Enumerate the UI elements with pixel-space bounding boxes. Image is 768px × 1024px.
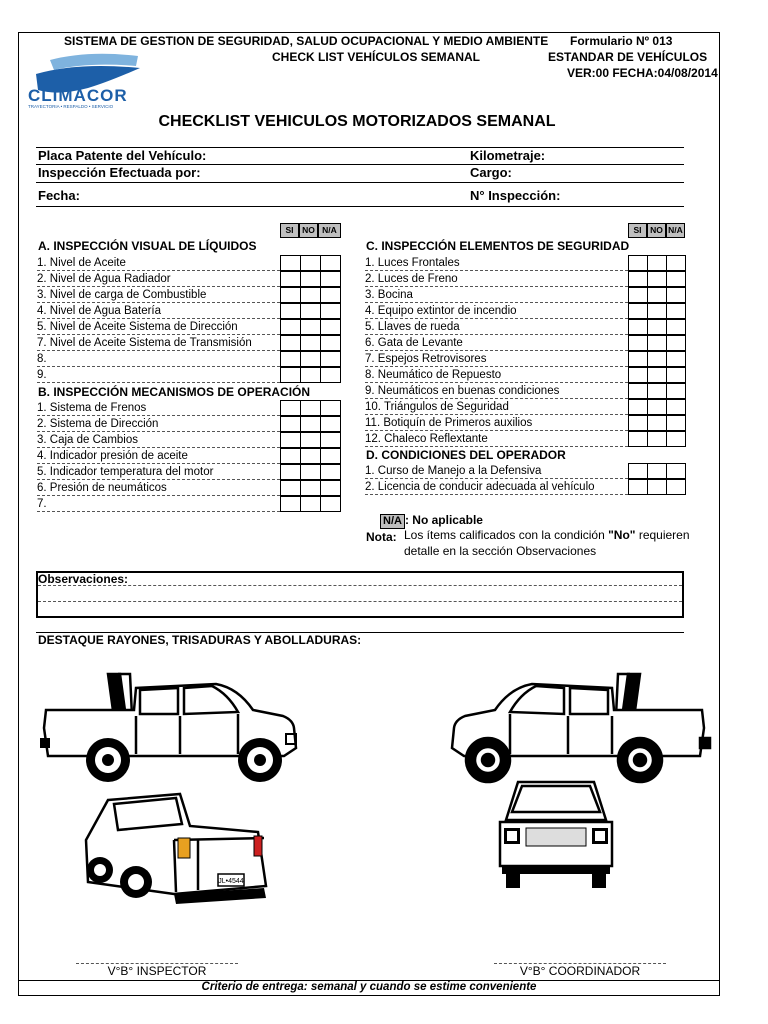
- section-a-item: 7. Nivel de Aceite Sistema de Transmisión: [37, 336, 280, 351]
- checkbox-si[interactable]: [628, 383, 648, 399]
- checkbox-na[interactable]: [666, 351, 686, 367]
- checkbox-si[interactable]: [280, 448, 301, 464]
- checkbox-si[interactable]: [628, 255, 648, 271]
- inspected-by-field[interactable]: Inspección Efectuada por:: [38, 165, 201, 180]
- checkbox-si[interactable]: [280, 432, 301, 448]
- damage-label: DESTAQUE RAYONES, TRISADURAS Y ABOLLADURAS:: [38, 633, 362, 647]
- checkbox-si[interactable]: [628, 399, 648, 415]
- section-a-item: 3. Nivel de carga de Combustible: [37, 288, 280, 303]
- section-d-item: 2. Licencia de conducir adecuada al vehículo: [365, 480, 628, 495]
- section-c-item: 12. Chaleco Reflextante: [365, 432, 628, 447]
- checkbox-no[interactable]: [647, 383, 667, 399]
- checkbox-na[interactable]: [320, 255, 341, 271]
- mileage-field[interactable]: Kilometraje:: [470, 148, 546, 163]
- checkbox-no[interactable]: [300, 464, 321, 480]
- section-a-item: 5. Nivel de Aceite Sistema de Dirección: [37, 320, 280, 335]
- section-b-item: 1. Sistema de Frenos: [37, 401, 280, 416]
- checkbox-na[interactable]: [320, 480, 341, 496]
- checkbox-na[interactable]: [320, 287, 341, 303]
- checkbox-si[interactable]: [280, 271, 301, 287]
- checkbox-na[interactable]: [666, 415, 686, 431]
- checkbox-si[interactable]: [628, 479, 648, 495]
- checkbox-na[interactable]: [320, 496, 341, 512]
- checkbox-na[interactable]: [666, 303, 686, 319]
- checkbox-no[interactable]: [300, 303, 321, 319]
- checkbox-no[interactable]: [300, 400, 321, 416]
- checkbox-si[interactable]: [280, 400, 301, 416]
- section-b-item: 3. Caja de Cambios: [37, 433, 280, 448]
- checkbox-na[interactable]: [320, 319, 341, 335]
- checkbox-no[interactable]: [300, 351, 321, 367]
- checkbox-na[interactable]: [666, 367, 686, 383]
- checkbox-si[interactable]: [280, 335, 301, 351]
- footer-criteria: Criterio de entrega: semanal y cuando se estime conveniente: [201, 981, 537, 993]
- section-c-item: 9. Neumáticos en buenas condiciones: [365, 384, 628, 399]
- checkbox-na[interactable]: [666, 431, 686, 447]
- checkbox-na[interactable]: [666, 383, 686, 399]
- checkbox-si[interactable]: [280, 496, 301, 512]
- position-field[interactable]: Cargo:: [470, 165, 512, 180]
- section-c-item: 11. Botiquín de Primeros auxilios: [365, 416, 628, 431]
- col-si: SI: [280, 223, 299, 238]
- checkbox-na[interactable]: [320, 271, 341, 287]
- check-header-left: [280, 223, 341, 238]
- checkbox-si[interactable]: [628, 463, 648, 479]
- plate-field[interactable]: Placa Patente del Vehículo:: [38, 148, 207, 163]
- checkbox-si[interactable]: [628, 335, 648, 351]
- section-a-item: 4. Nivel de Agua Batería: [37, 304, 280, 319]
- checkbox-na[interactable]: [320, 335, 341, 351]
- col-no: NO: [647, 223, 666, 238]
- checkbox-no[interactable]: [300, 271, 321, 287]
- standard-label: ESTANDAR DE VEHÍCULOS: [548, 50, 708, 64]
- note-text: Los ítems calificados con la condición "No" requieren: [404, 528, 690, 542]
- checkbox-si[interactable]: [280, 367, 301, 383]
- observations-label: Observaciones:: [38, 572, 129, 586]
- checkbox-si[interactable]: [628, 415, 648, 431]
- checkbox-si[interactable]: [280, 255, 301, 271]
- checkbox-no[interactable]: [300, 496, 321, 512]
- section-b-item: 6. Presión de neumáticos: [37, 481, 280, 496]
- col-na: N/A: [666, 223, 685, 238]
- checkbox-na[interactable]: [320, 367, 341, 383]
- checkbox-no[interactable]: [300, 367, 321, 383]
- checkbox-no[interactable]: [647, 271, 667, 287]
- version-label: VER:00 FECHA:04/08/2014: [567, 66, 718, 80]
- section-d-title: D. CONDICIONES DEL OPERADOR: [366, 448, 566, 462]
- checkbox-na[interactable]: [320, 432, 341, 448]
- section-a-item: 2. Nivel de Agua Radiador: [37, 272, 280, 287]
- checkbox-no[interactable]: [647, 319, 667, 335]
- checkbox-si[interactable]: [280, 351, 301, 367]
- checkbox-na[interactable]: [666, 319, 686, 335]
- checkbox-na[interactable]: [666, 287, 686, 303]
- checkbox-na[interactable]: [666, 255, 686, 271]
- logo-tagline: TRAYECTORIA • RESPALDO • SERVICIO: [28, 104, 114, 109]
- checkbox-no[interactable]: [300, 432, 321, 448]
- checkbox-na[interactable]: [666, 399, 686, 415]
- checkbox-no[interactable]: [300, 255, 321, 271]
- inspection-no-field[interactable]: N° Inspección:: [470, 188, 561, 203]
- section-c-item: 2. Luces de Freno: [365, 272, 628, 287]
- section-c-item: 10. Triángulos de Seguridad: [365, 400, 628, 415]
- checkbox-si[interactable]: [628, 271, 648, 287]
- doc-title: CHECK LIST VEHÍCULOS SEMANAL: [272, 50, 481, 64]
- section-c-title: C. INSPECCIÓN ELEMENTOS DE SEGURIDAD: [366, 239, 630, 253]
- checkbox-no[interactable]: [647, 351, 667, 367]
- checkbox-si[interactable]: [280, 319, 301, 335]
- checkbox-si[interactable]: [280, 303, 301, 319]
- section-c-item: 1. Luces Frontales: [365, 256, 628, 271]
- note-label: Nota:: [366, 530, 397, 544]
- truck-rear-diagram[interactable]: [78, 790, 272, 906]
- section-a-item: 8.: [37, 352, 280, 367]
- checkbox-na[interactable]: [320, 416, 341, 432]
- system-title: SISTEMA DE GESTION DE SEGURIDAD, SALUD OCUPACIONAL Y MEDIO AMBIENTE: [64, 34, 549, 48]
- truck-front-diagram[interactable]: [496, 776, 616, 894]
- section-c-item: 8. Neumático de Repuesto: [365, 368, 628, 383]
- checkbox-no[interactable]: [647, 399, 667, 415]
- checkbox-si[interactable]: [280, 480, 301, 496]
- na-tag: N/A: [380, 514, 405, 529]
- checkbox-na[interactable]: [666, 463, 686, 479]
- section-c-item: 7. Espejos Retrovisores: [365, 352, 628, 367]
- col-na: N/A: [318, 223, 341, 238]
- page-title: CHECKLIST VEHICULOS MOTORIZADOS SEMANAL: [158, 113, 556, 130]
- checkbox-no[interactable]: [647, 303, 667, 319]
- checkbox-no[interactable]: [647, 479, 667, 495]
- checkbox-no[interactable]: [647, 255, 667, 271]
- na-text: : No aplicable: [404, 513, 483, 527]
- section-c-item: 5. Llaves de rueda: [365, 320, 628, 335]
- checkbox-na[interactable]: [320, 464, 341, 480]
- section-b-item: 7.: [37, 497, 280, 512]
- checkbox-no[interactable]: [300, 335, 321, 351]
- checkbox-si[interactable]: [628, 287, 648, 303]
- checkbox-na[interactable]: [320, 400, 341, 416]
- checkbox-na[interactable]: [320, 351, 341, 367]
- checkbox-no[interactable]: [300, 287, 321, 303]
- col-no: NO: [299, 223, 318, 238]
- checkbox-si[interactable]: [628, 351, 648, 367]
- truck-plate: JL•4544: [218, 878, 244, 885]
- checkbox-no[interactable]: [300, 448, 321, 464]
- note-text-line2: detalle en la sección Observaciones: [404, 544, 597, 558]
- checkbox-si[interactable]: [280, 464, 301, 480]
- logo-name: CLIMACOR: [28, 86, 128, 105]
- section-a-item: 1. Nivel de Aceite: [37, 256, 280, 271]
- inspector-signature[interactable]: V°B° INSPECTOR: [107, 964, 207, 978]
- col-si: SI: [628, 223, 647, 238]
- form-number: Formulario Nº 013: [570, 34, 673, 48]
- section-a-item: 9.: [37, 368, 280, 383]
- check-header-right: [628, 223, 685, 238]
- section-b-item: 5. Indicador temperatura del motor: [37, 465, 280, 480]
- checkbox-no[interactable]: [300, 319, 321, 335]
- truck-side-right-diagram[interactable]: [442, 668, 712, 786]
- checkbox-si[interactable]: [628, 319, 648, 335]
- section-b-item: 4. Indicador presión de aceite: [37, 449, 280, 464]
- na-legend: [380, 513, 483, 529]
- section-d-item: 1. Curso de Manejo a la Defensiva: [365, 464, 628, 479]
- checkbox-no[interactable]: [647, 463, 667, 479]
- section-b-item: 2. Sistema de Dirección: [37, 417, 280, 432]
- checkbox-no[interactable]: [647, 287, 667, 303]
- section-b-title: B. INSPECCIÓN MECANISMOS DE OPERACIÓN: [38, 385, 311, 399]
- checkbox-si[interactable]: [280, 287, 301, 303]
- checkbox-no[interactable]: [647, 431, 667, 447]
- checkbox-si[interactable]: [628, 431, 648, 447]
- date-field[interactable]: Fecha:: [38, 188, 80, 203]
- section-a-title: A. INSPECCIÓN VISUAL DE LÍQUIDOS: [38, 239, 257, 253]
- checkbox-na[interactable]: [666, 335, 686, 351]
- checkbox-no[interactable]: [647, 415, 667, 431]
- checkbox-na[interactable]: [320, 303, 341, 319]
- checkbox-no[interactable]: [300, 416, 321, 432]
- section-c-item: 3. Bocina: [365, 288, 628, 303]
- checkbox-na[interactable]: [666, 479, 686, 495]
- section-c-item: 6. Gata de Levante: [365, 336, 628, 351]
- observations-box[interactable]: [36, 571, 684, 618]
- checkbox-no[interactable]: [300, 480, 321, 496]
- checkbox-no[interactable]: [647, 335, 667, 351]
- checkbox-na[interactable]: [666, 271, 686, 287]
- checkbox-si[interactable]: [628, 367, 648, 383]
- checkbox-na[interactable]: [320, 448, 341, 464]
- truck-side-left-diagram[interactable]: [38, 668, 300, 786]
- section-c-item: 4. Equipo extintor de incendio: [365, 304, 628, 319]
- coordinator-signature[interactable]: V°B° COORDINADOR: [519, 964, 641, 978]
- checkbox-si[interactable]: [628, 303, 648, 319]
- checkbox-si[interactable]: [280, 416, 301, 432]
- checkbox-no[interactable]: [647, 367, 667, 383]
